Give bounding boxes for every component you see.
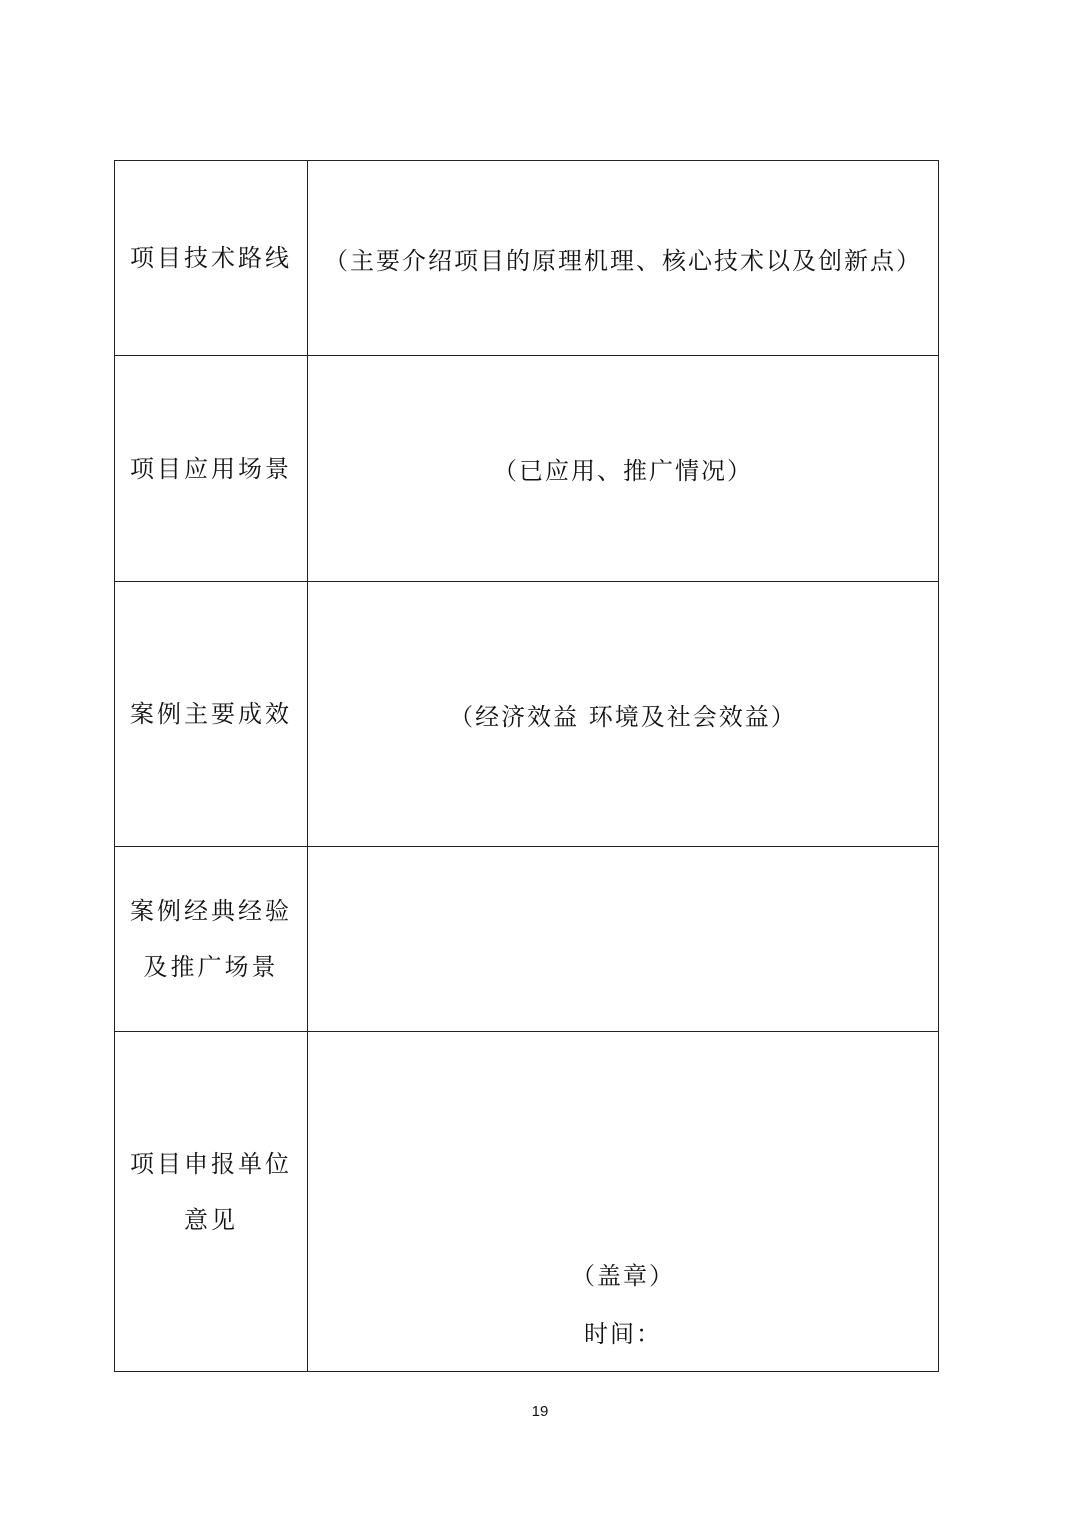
content-applicant-opinion[interactable] — [308, 1032, 939, 1372]
form-row-application-scenario — [115, 356, 939, 582]
seal-block — [308, 1247, 938, 1363]
form-row-technical-route — [115, 161, 939, 356]
label-applicant-opinion-line-2: 意见 — [184, 1205, 238, 1234]
label-applicant-opinion — [115, 1032, 308, 1372]
label-technical-route: 项目技术路线 — [115, 161, 308, 356]
time-label: 时间： — [584, 1320, 662, 1348]
content-classic-experience[interactable] — [308, 847, 939, 1032]
application-form-table — [114, 160, 939, 1372]
content-application-scenario[interactable]: （已应用、推广情况） — [308, 356, 939, 582]
seal-text: （盖章） — [571, 1262, 675, 1290]
label-classic-experience — [115, 847, 308, 1032]
form-row-classic-experience — [115, 847, 939, 1032]
content-main-results[interactable]: （经济效益 环境及社会效益） — [308, 582, 939, 847]
label-classic-experience-line-2: 及推广场景 — [143, 953, 279, 981]
form-row-main-results — [115, 582, 939, 847]
label-classic-experience-line-1: 案例经典经验 — [130, 897, 292, 925]
label-application-scenario: 项目应用场景 — [115, 356, 308, 582]
form-row-applicant-opinion — [115, 1032, 939, 1372]
label-applicant-opinion-line-1: 项目申报单位 — [130, 1149, 292, 1178]
label-main-results: 案例主要成效 — [115, 582, 308, 847]
content-technical-route[interactable]: （主要介绍项目的原理机理、核心技术以及创新点） — [308, 161, 939, 356]
page-number: 19 — [531, 1403, 549, 1420]
